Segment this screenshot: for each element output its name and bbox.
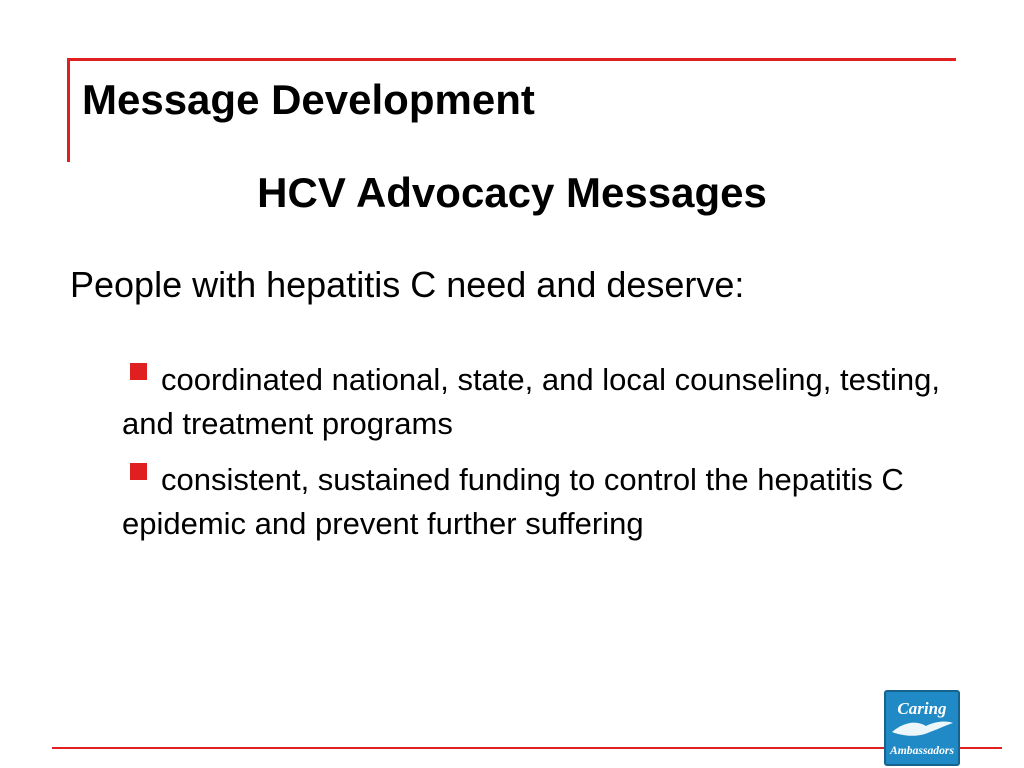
frame-left-rule — [67, 58, 70, 162]
footer-rule — [52, 747, 1002, 749]
intro-text: People with hepatitis C need and deserve: — [70, 264, 745, 305]
bullet-item — [122, 458, 942, 546]
bullet-item — [122, 358, 942, 446]
logo-text-line1: Caring — [897, 699, 947, 718]
bullet-text: consistent, sustained funding to control the hepatitis C epidemic and prevent further suffering — [122, 462, 904, 541]
bullet-text: coordinated national, state, and local counseling, testing, and treatment programs — [122, 362, 940, 441]
frame-top-rule — [67, 58, 956, 61]
slide-subtitle: HCV Advocacy Messages — [257, 169, 767, 216]
bullet-list — [122, 358, 942, 558]
square-bullet-icon — [130, 363, 147, 380]
square-bullet-icon — [130, 463, 147, 480]
caring-ambassadors-logo — [884, 690, 960, 766]
slide-title: Message Development — [82, 76, 535, 123]
bird-icon — [892, 722, 953, 736]
logo-text-line2: Ambassadors — [889, 743, 955, 757]
